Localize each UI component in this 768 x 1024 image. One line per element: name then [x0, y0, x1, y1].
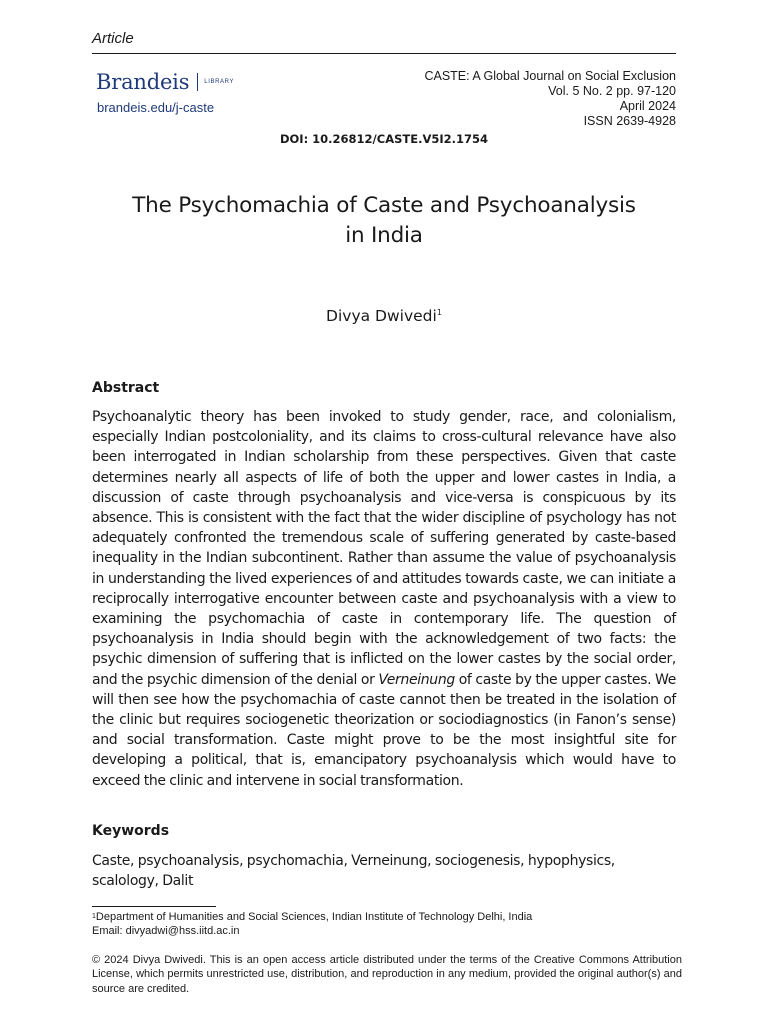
footnote-affiliation-line: [92, 910, 682, 924]
journal-issn: ISSN 2639-4928: [583, 114, 676, 128]
title-line-1: The Psychomachia of Caste and Psychoanalysis: [132, 193, 636, 218]
author-byline: [0, 307, 768, 325]
footnote: [92, 910, 682, 938]
footnote-rule: [92, 906, 216, 907]
footnote-mark: 1: [92, 913, 96, 920]
abstract-text: [92, 407, 676, 791]
article-title: [84, 191, 684, 251]
abstract-text-part-2: of caste by the upper castes. We will then see how the psychomachia of caste cannot then be treated in the isolation of the clinic but requires sociogenetic theorization or sociodiagnostics (in Fanon’s sense) and social transformation. Caste might prove to be the most insightful site for developing a political, that is, emancipatory psychoanalysis which would have to exceed the clinic and intervene in social transformation.: [92, 671, 676, 789]
title-line-2: in India: [345, 223, 423, 248]
journal-volume: Vol. 5 No. 2 pp. 97-120: [548, 84, 676, 98]
keywords-text: Caste, psychoanalysis, psychomachia, Verneinung, sociogenesis, hypophysics, scalology, Dalit: [92, 853, 615, 889]
header-rule: [92, 53, 676, 54]
journal-url-link[interactable]: brandeis.edu/j-caste: [97, 100, 215, 115]
footnote-email[interactable]: Email: divyadwi@hss.iitd.ac.in: [92, 925, 240, 937]
keywords-heading: Keywords: [92, 823, 170, 839]
doi-link[interactable]: DOI: 10.26812/CASTE.V5I2.1754: [279, 132, 489, 146]
abstract-italic-term: Verneinung: [378, 671, 455, 688]
footnote-affiliation: Department of Humanities and Social Sciences, Indian Institute of Technology Delhi, India: [95, 911, 533, 923]
author-name: Divya Dwivedi: [326, 307, 437, 325]
brand-divider: [197, 73, 198, 91]
journal-date: April 2024: [619, 99, 676, 113]
publisher-logo: [96, 70, 234, 94]
author-footnote-mark[interactable]: 1: [436, 308, 442, 317]
brand-name: Brandeis: [96, 70, 190, 94]
article-type-label: Article: [92, 30, 134, 47]
journal-name: CASTE: A Global Journal on Social Exclusion: [424, 69, 676, 83]
journal-info: [424, 69, 676, 129]
abstract-text-part-1: Psychoanalytic theory has been invoked to study gender, race, and colonialism, especially Indian postcoloniality, and its claims to cross-cultural relevance have also been interrogated in Indian scholarship from these perspectives. Given that caste determines nearly all aspects of life of both the upper and lower castes in India, a discussion of caste through psychoanalysis and vice-versa is conspicuous by its absence. This is consistent with the fact that the wider discipline of psychology has not adequately confronted the tremendous scale of suffering generated by caste-based inequality in the Indian subcontinent. Rather than assume the value of psychoanalysis in understanding the lived experiences of and attitudes towards caste, we can initiate a reciprocally interrogative encounter between caste and psychoanalysis with a view to examining the psychomachia of caste in contemporary life. The question of psychoanalysis in India should begin with the acknowledgement of two facts: the psychic dimension of suffering that is inflicted on the lower castes by the social order, and the psychic dimension of the denial or: [92, 409, 676, 688]
license-notice: © 2024 Divya Dwivedi. This is an open access article distributed under the terms of the Creative Commons Attribution License, which permits unrestricted use, distribution, and reproduction in any medium, provided the original author(s) and source are credited.: [92, 954, 682, 995]
abstract-heading: Abstract: [92, 380, 160, 396]
brand-library-label: LIBRARY: [204, 79, 235, 85]
